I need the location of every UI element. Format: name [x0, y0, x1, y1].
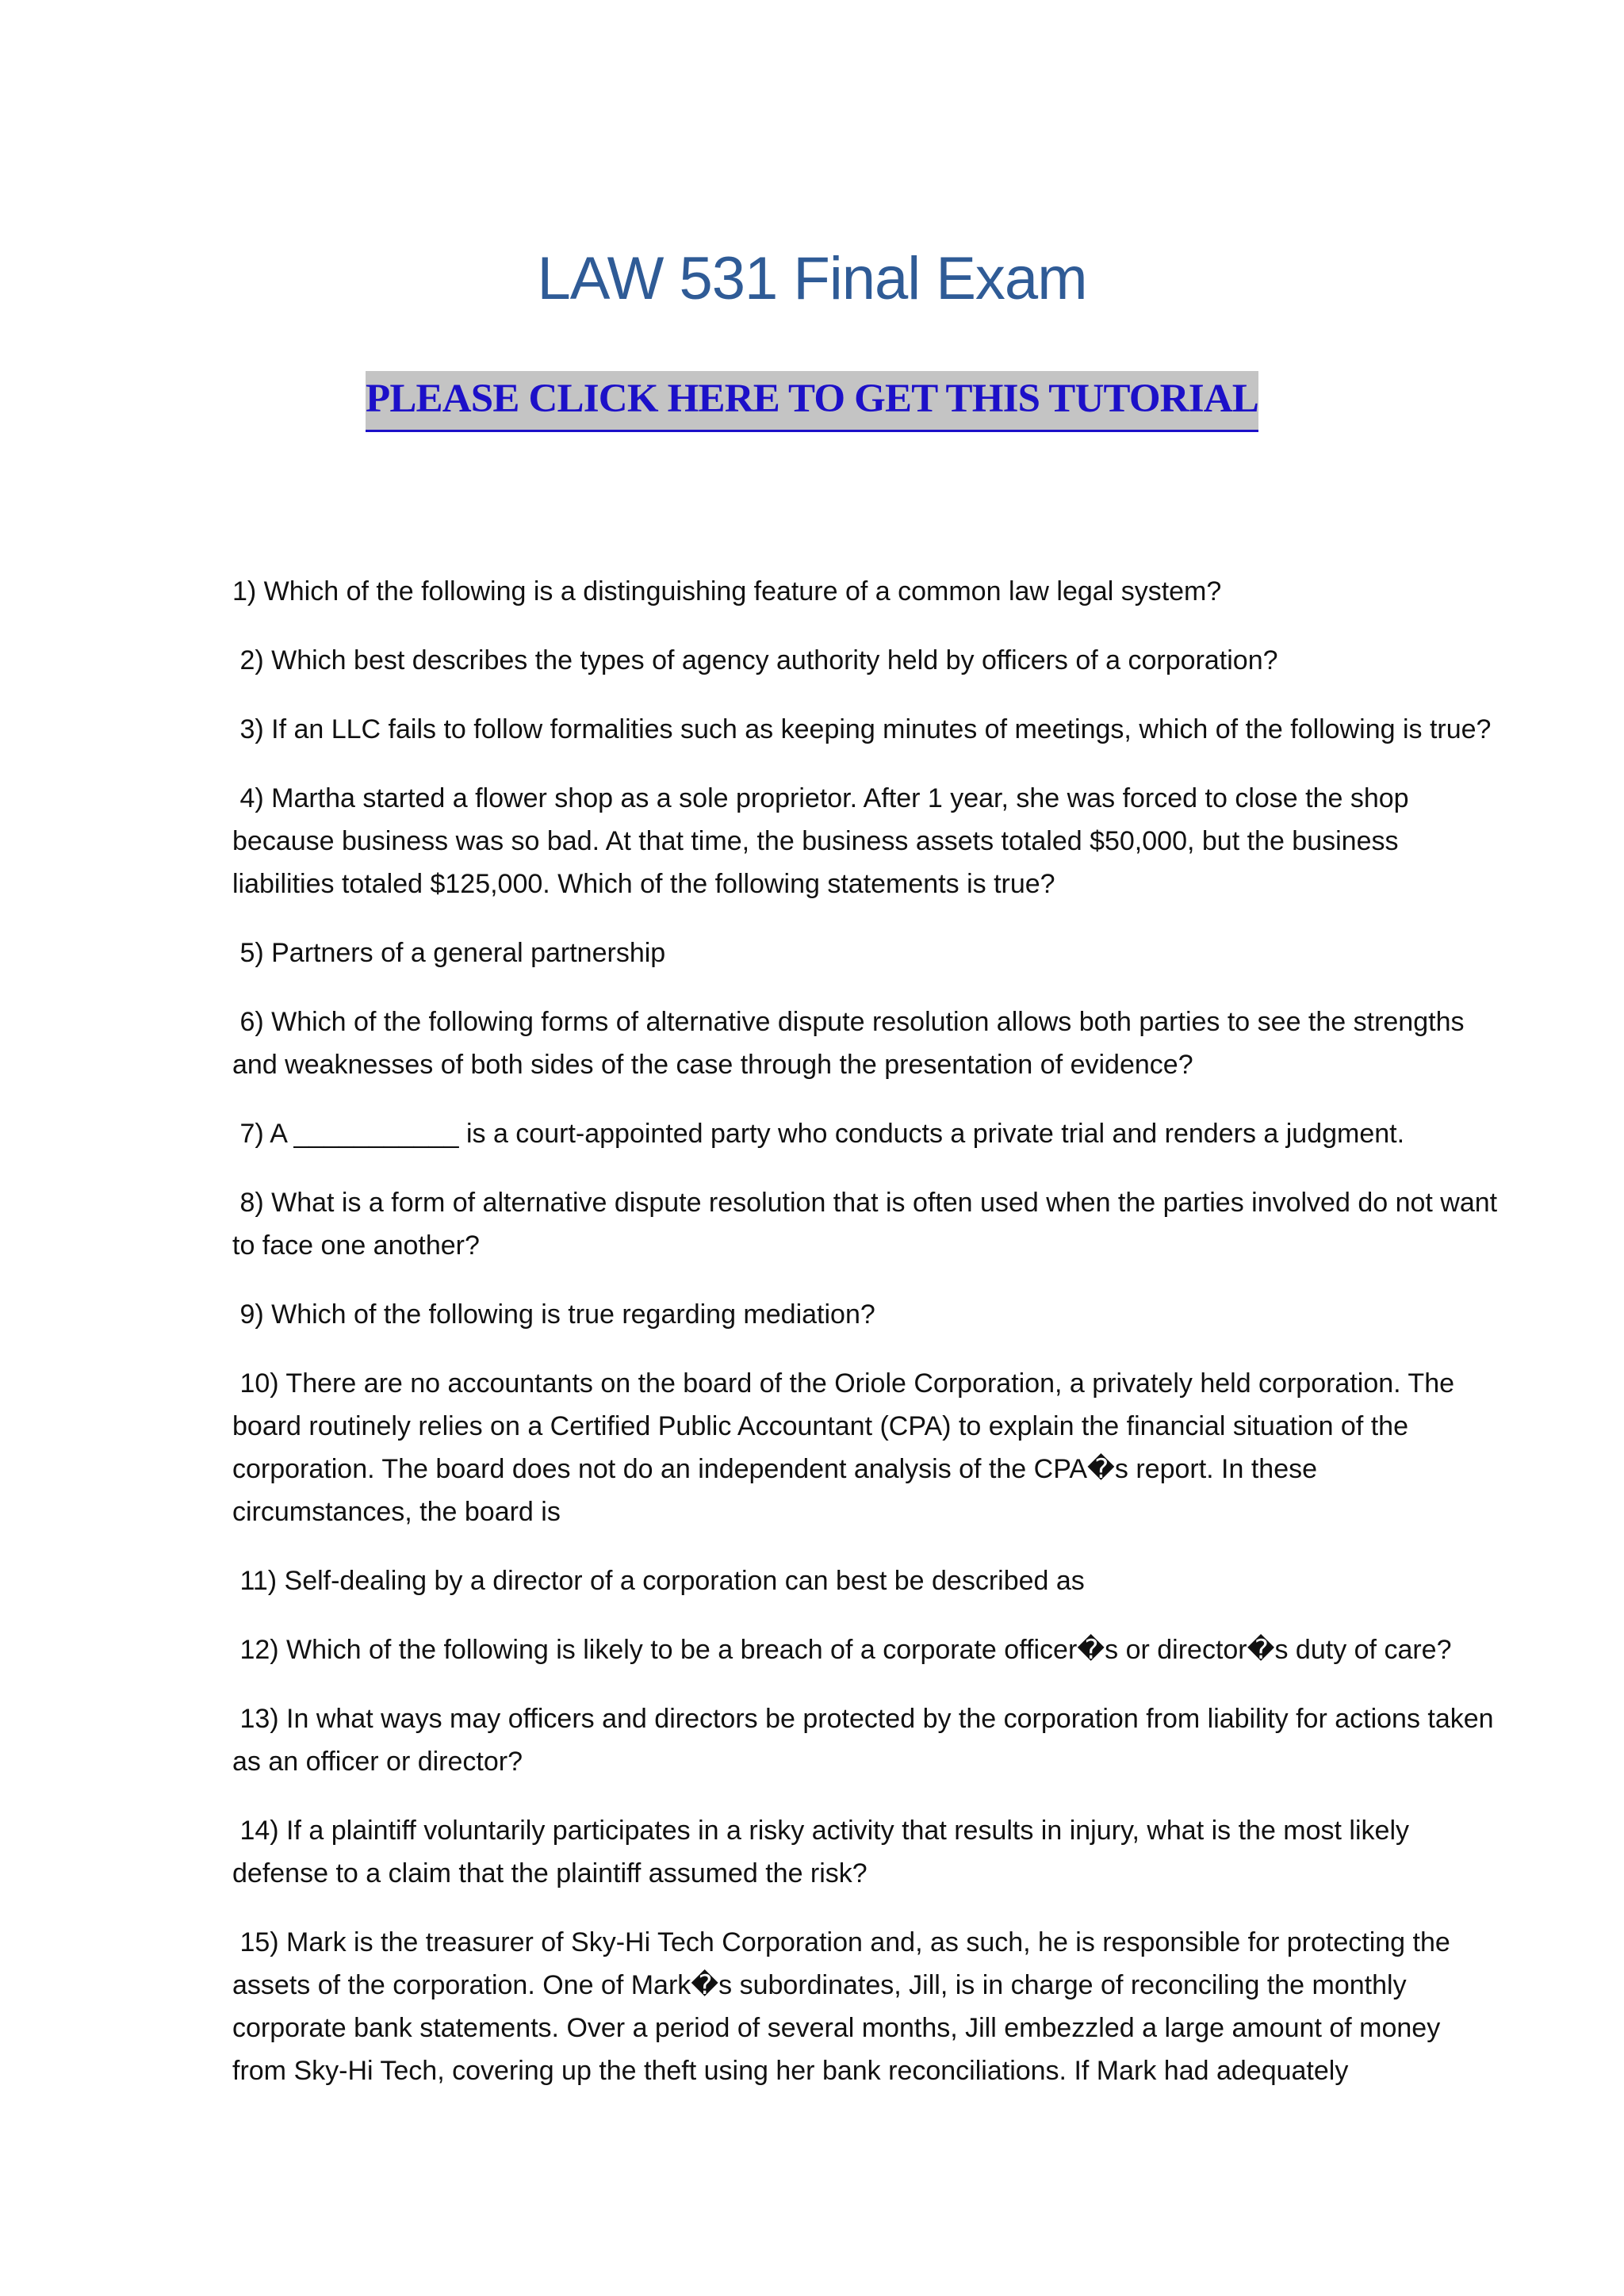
tutorial-link[interactable]: PLEASE CLICK HERE TO GET THIS TUTORIAL — [366, 371, 1258, 432]
question-item: 11) Self-dealing by a director of a corporation can best be described as — [232, 1566, 1085, 1596]
question-item: 10) There are no accountants on the board of the Oriole Corporation, a privately held corporation. The board routinely relies on a Certified Public Accountant (CPA) to explain the financial situation of the corporation. The board does not do an independent analysis of the CPA�s report. In these circumstances, the board is — [232, 1368, 1462, 1527]
question-item: 7) A ___________ is a court-appointed party who conducts a private trial and renders a judgment. — [232, 1119, 1405, 1149]
page-title: LAW 531 Final Exam — [537, 245, 1087, 312]
question-item: 14) If a plaintiff voluntarily participates in a risky activity that results in injury, what is the most likely defense to a claim that the plaintiff assumed the risk? — [232, 1816, 1417, 1888]
tutorial-link-container — [0, 371, 1624, 432]
question-item: 5) Partners of a general partnership — [232, 938, 666, 968]
question-item: 6) Which of the following forms of alternative dispute resolution allows both parties to see the strengths and weaknesses of both sides of the case through the presentation of evidence? — [232, 1007, 1472, 1080]
question-item: 8) What is a form of alternative dispute resolution that is often used when the parties involved do not want to face one another? — [232, 1188, 1505, 1261]
question-item: 15) Mark is the treasurer of Sky-Hi Tech Corporation and, as such, he is responsible for protecting the assets of the corporation. One of Mark�s subordinates, Jill, is in charge of reconciling the monthly corporate bank statements. Over a period of several months, Jill embezzled a large amount of money from Sky-Hi Tech, covering up the theft using her bank reconciliations. If Mark had adequately — [232, 1927, 1458, 2086]
question-item: 9) Which of the following is true regarding mediation? — [232, 1299, 875, 1330]
question-item: 3) If an LLC fails to follow formalities such as keeping minutes of meetings, which of the following is true? — [232, 714, 1492, 744]
question-item: 4) Martha started a flower shop as a sole proprietor. After 1 year, she was forced to close the shop because business was so bad. At that time, the business assets totaled $50,000, but the business liabilities totaled $125,000. Which of the following statements is true? — [232, 783, 1417, 899]
question-item: 13) In what ways may officers and directors be protected by the corporation from liability for actions taken as an officer or director? — [232, 1704, 1502, 1777]
question-list — [232, 570, 1505, 2118]
question-item: 12) Which of the following is likely to be a breach of a corporate officer�s or director�s duty of care? — [232, 1635, 1452, 1665]
question-item: 1) Which of the following is a distinguishing feature of a common law legal system? — [232, 576, 1222, 607]
question-item: 2) Which best describes the types of agency authority held by officers of a corporation? — [232, 645, 1278, 675]
